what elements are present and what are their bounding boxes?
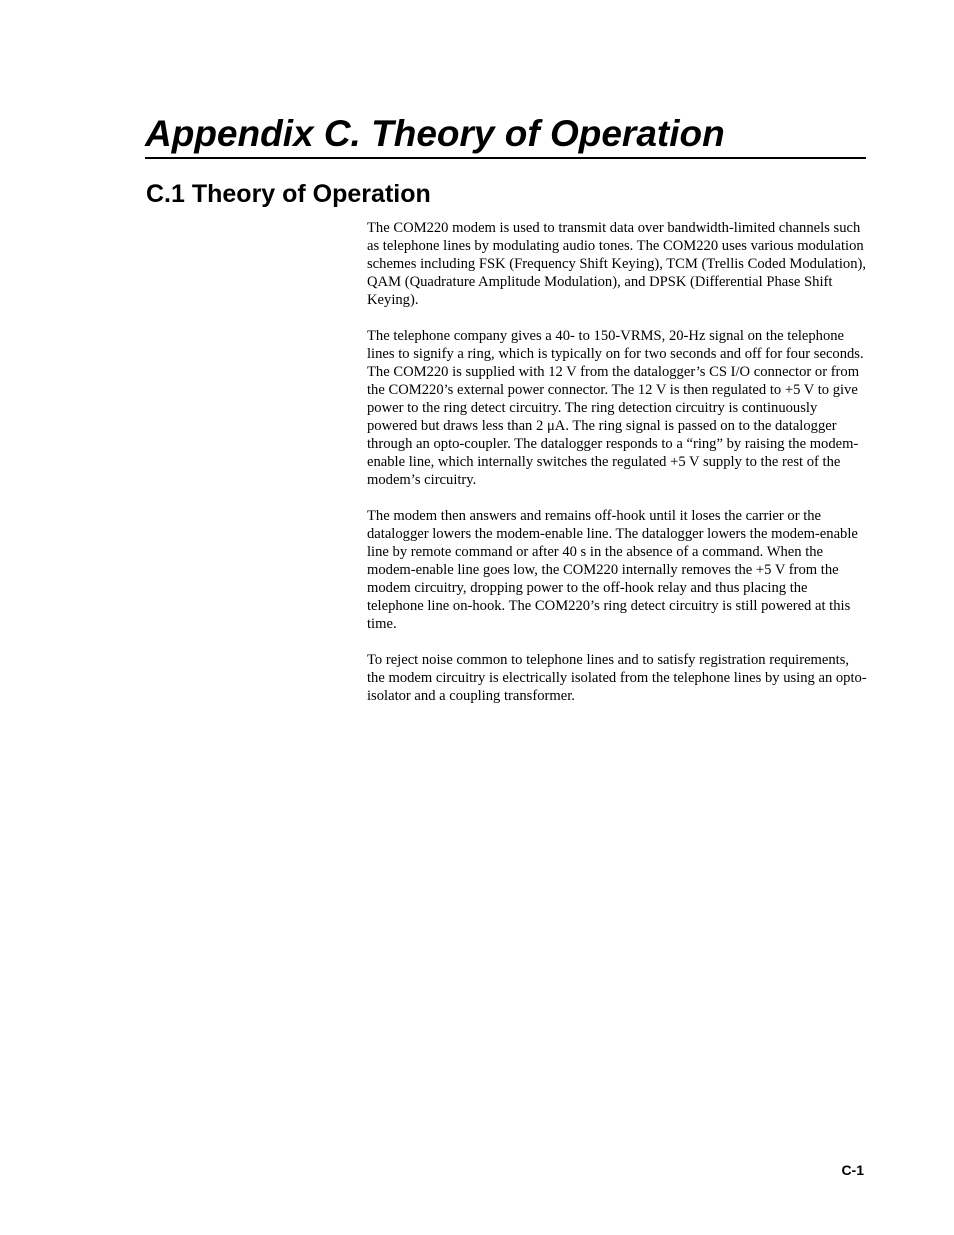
paragraph-off-hook: The modem then answers and remains off-hook until it loses the carrier or the datalogger lowers the modem-enable line. The datalogger lowers the modem-enable line by remote command or after 40 s in the absence of a command. When the modem-enable line goes low, the COM220 internally removes the +5 V from the modem circuitry, dropping power to the off-hook relay and thus placing the telephone line on-hook. The COM220’s ring detect circuitry is still powered at this time.: [367, 508, 858, 632]
section-body: [367, 219, 867, 723]
section-title: C.1 Theory of Operation: [146, 180, 431, 208]
paragraph-ring-detection: The telephone company gives a 40- to 150-VRMS, 20-Hz signal on the telephone lines to signify a ring, which is typically on for two seconds and off for four seconds. The COM220 is supplied with 12 V from the datalogger’s CS I/O connector or from the COM220’s external power connector. The 12 V is then regulated to +5 V to give power to the ring detect circuitry. The ring detection circuitry is continuously powered but draws less than 2 μA. The ring signal is passed on to the datalogger through an opto-coupler. The datalogger responds to a “ring” by raising the modem-enable line, which internally switches the regulated +5 V supply to the rest of the modem’s circuitry.: [367, 328, 864, 488]
page-number: C-1: [841, 1162, 864, 1178]
paragraph-modulation: The COM220 modem is used to transmit data over bandwidth-limited channels such as telephone lines by modulating audio tones. The COM220 uses various modulation schemes including FSK (Frequency Shift Keying), TCM (Trellis Coded Modulation), QAM (Quadrature Amplitude Modulation), and DPSK (Differential Phase Shift Keying).: [367, 220, 866, 308]
appendix-title: Appendix C. Theory of Operation: [145, 111, 866, 159]
paragraph-isolation: To reject noise common to telephone lines and to satisfy registration requirements, the modem circuitry is electrically isolated from the telephone lines by using an opto-isolator and a coupling transformer.: [367, 652, 867, 704]
